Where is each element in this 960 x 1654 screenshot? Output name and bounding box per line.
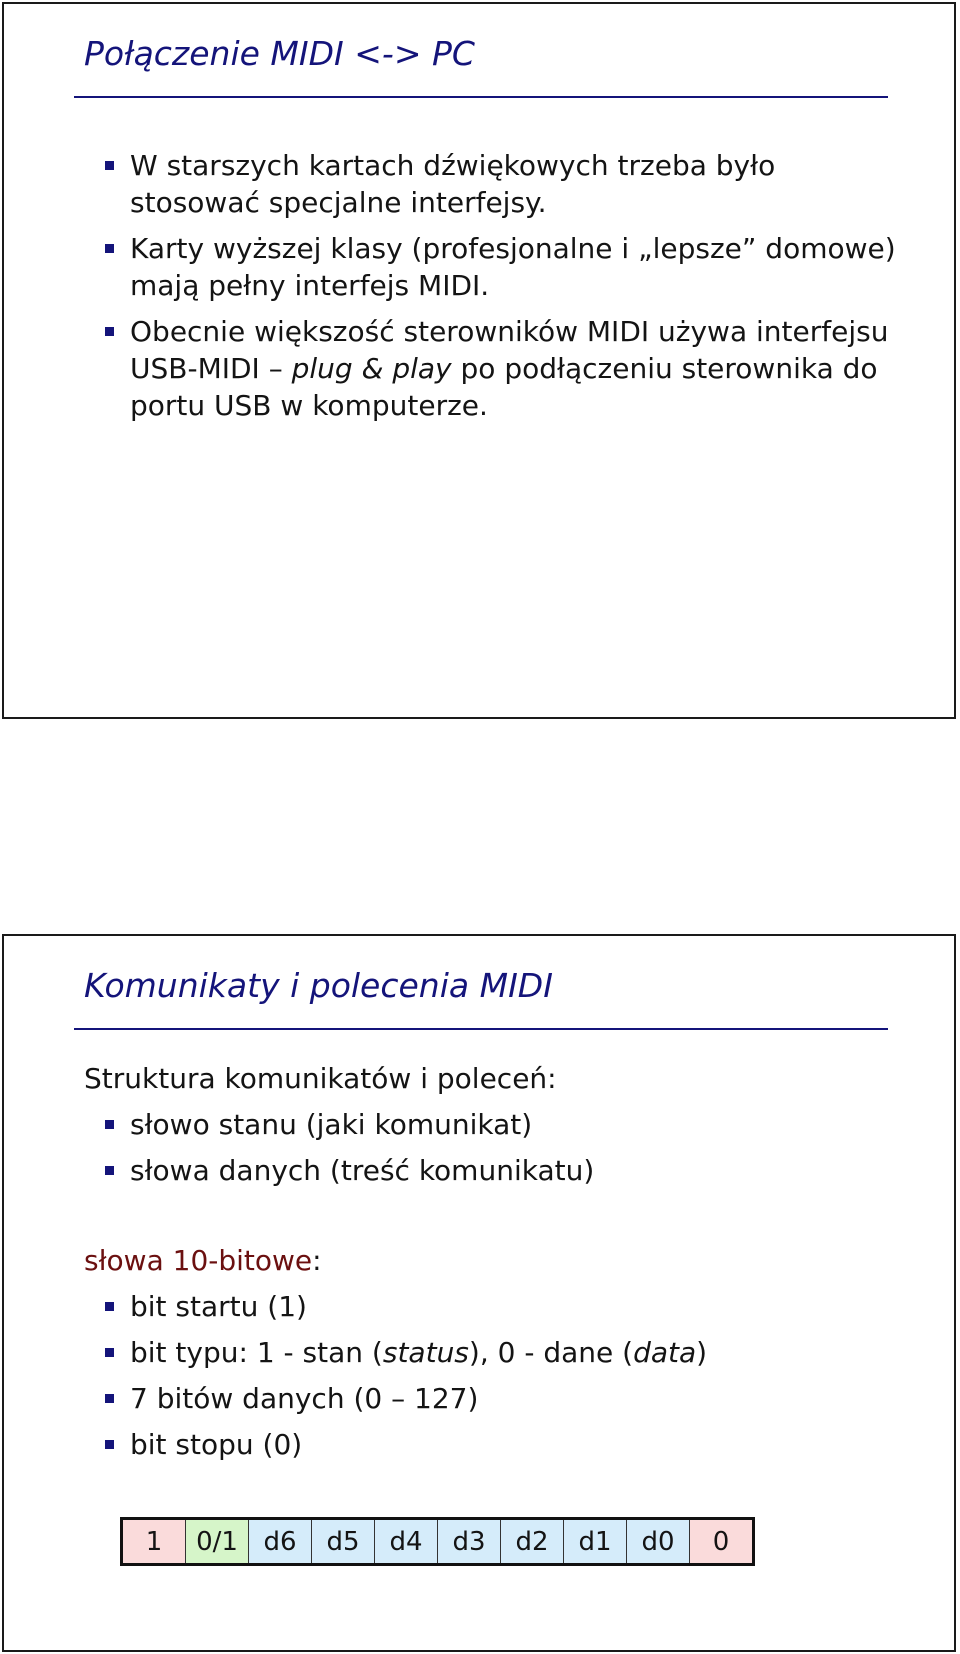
bullet-square-icon [105, 1302, 114, 1311]
slide2-title-rule [74, 1028, 888, 1030]
bit-cell-type: 0/1 [186, 1519, 249, 1565]
bits-label-highlight: słowa 10-bitowe [84, 1244, 313, 1277]
slide1-bullet-list [4, 147, 904, 433]
bullet-text: bit startu (1) [130, 1290, 307, 1323]
table-row [122, 1519, 754, 1565]
slide-midi-pc-connection [2, 2, 956, 719]
bullet-square-icon [105, 1440, 114, 1449]
list-item [4, 1152, 594, 1189]
bullet-text-after: po podłączeniu sterownika do portu USB w komputerze. [130, 352, 878, 422]
bit-cell-start: 1 [122, 1519, 186, 1565]
bullet-square-icon [105, 161, 114, 170]
bullet-square-icon [105, 1120, 114, 1129]
bit-cell-data: d6 [249, 1519, 312, 1565]
bullet-text: 7 bitów danych (0 – 127) [130, 1382, 479, 1415]
bullet-text: słowo stanu (jaki komunikat) [130, 1108, 533, 1141]
slide1-title-rule [74, 96, 888, 98]
bit-cell-data: d4 [375, 1519, 438, 1565]
bits-label [84, 1242, 322, 1279]
list-item [4, 147, 904, 221]
bullet-text: bit typu: 1 - stan ( [130, 1336, 383, 1369]
bullet-square-icon [105, 244, 114, 253]
structure-list [4, 1106, 594, 1198]
bullet-text: bit stopu (0) [130, 1428, 303, 1461]
bit-description-list [4, 1288, 707, 1472]
bit-frame-table [120, 1517, 755, 1566]
bits-label-colon: : [312, 1244, 322, 1277]
slide-midi-messages [2, 934, 956, 1652]
list-item [4, 313, 904, 424]
structure-intro: Struktura komunikatów i poleceń: [84, 1062, 557, 1095]
bullet-text-emphasis: data [633, 1336, 697, 1369]
list-item [4, 1426, 707, 1463]
list-item [4, 1106, 594, 1143]
list-item [4, 1380, 707, 1417]
list-item [4, 1288, 707, 1325]
bullet-square-icon [105, 327, 114, 336]
bullet-text: ) [696, 1336, 708, 1369]
bullet-text: ), 0 - dane ( [468, 1336, 634, 1369]
bit-cell-data: d2 [501, 1519, 564, 1565]
bullet-text: Karty wyższej klasy (profesjonalne i „lepsze” domowe) mają pełny interfejs MIDI. [130, 232, 896, 302]
bullet-text: W starszych kartach dźwiękowych trzeba było stosować specjalne interfejsy. [130, 149, 776, 219]
bit-cell-data: d5 [312, 1519, 375, 1565]
slide1-title: Połączenie MIDI <-> PC [84, 34, 475, 73]
bit-cell-stop: 0 [690, 1519, 754, 1565]
bullet-text-emphasis: status [382, 1336, 469, 1369]
bit-cell-data: d1 [564, 1519, 627, 1565]
bullet-text-before: Obecnie większość sterowników MIDI używa interfejsu USB-MIDI – [130, 315, 889, 385]
list-item [4, 1334, 707, 1371]
bit-cell-data: d0 [627, 1519, 690, 1565]
bullet-square-icon [105, 1348, 114, 1357]
slide2-title: Komunikaty i polecenia MIDI [84, 966, 553, 1005]
list-item [4, 230, 904, 304]
bit-cell-data: d3 [438, 1519, 501, 1565]
bullet-square-icon [105, 1394, 114, 1403]
bullet-text: słowa danych (treść komunikatu) [130, 1154, 595, 1187]
bullet-text-emphasis: plug & play [291, 352, 452, 385]
bullet-square-icon [105, 1166, 114, 1175]
